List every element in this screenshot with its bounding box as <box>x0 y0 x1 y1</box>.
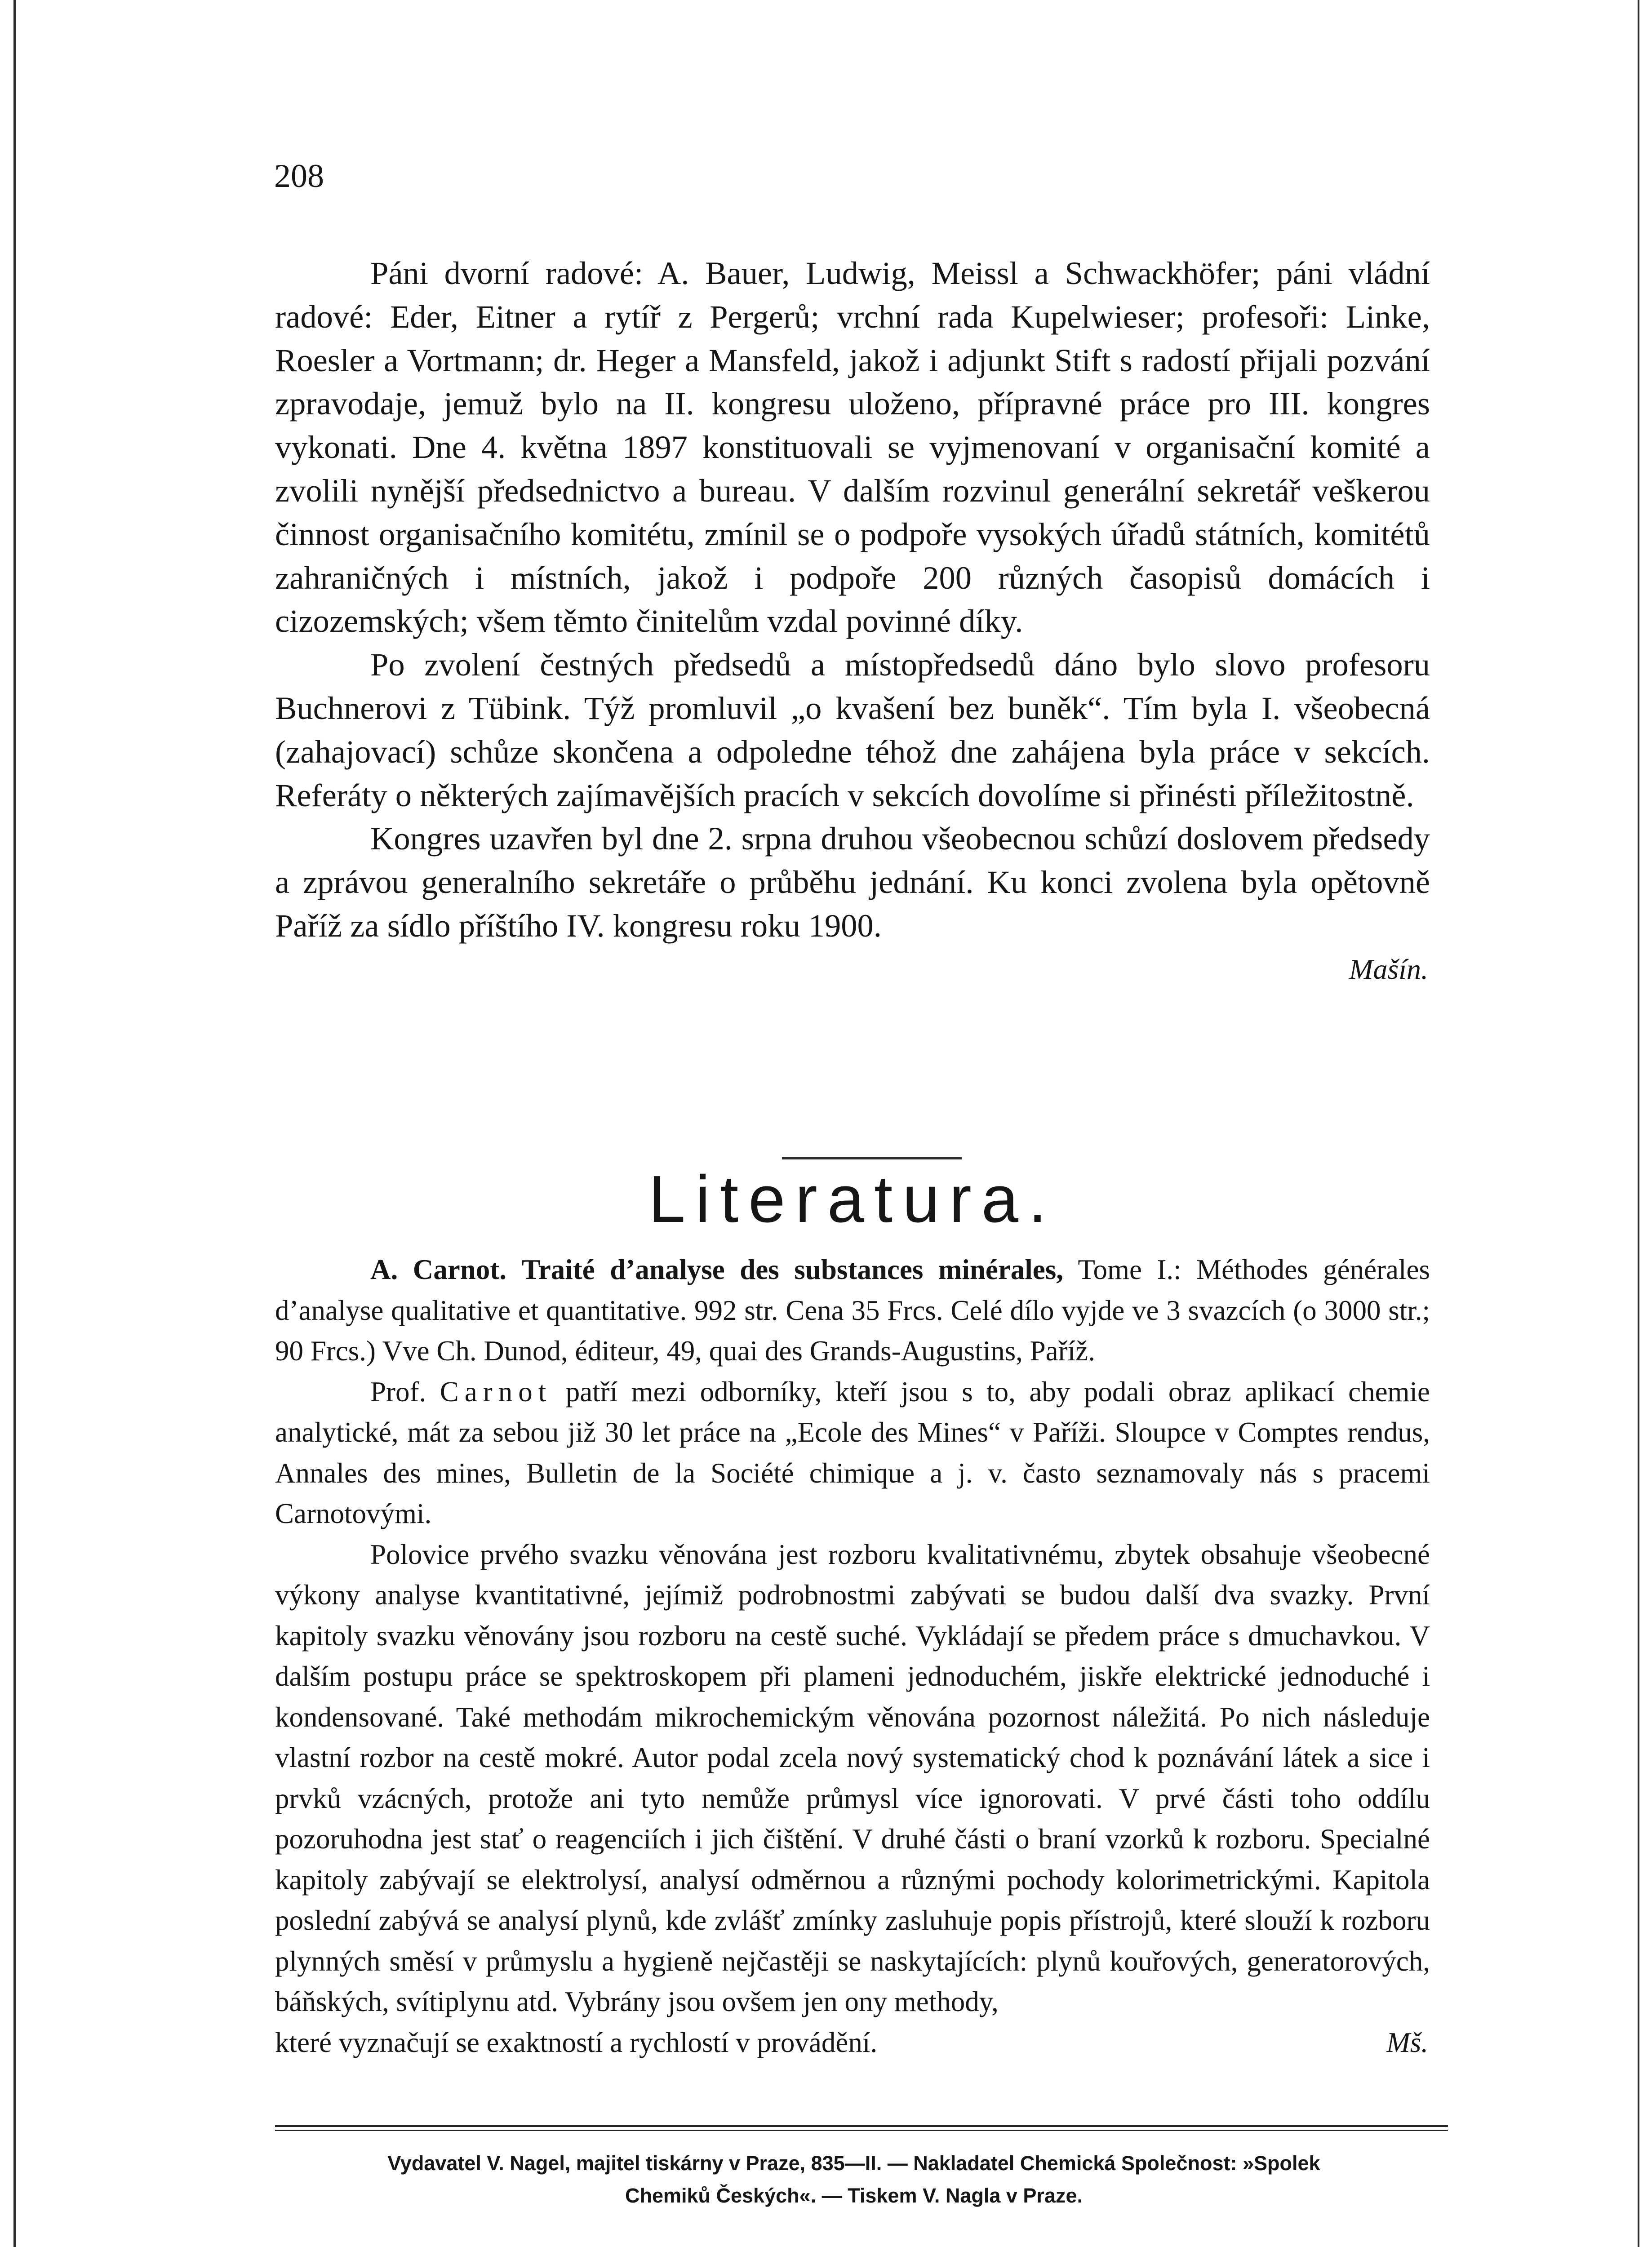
review-closing-line <box>275 2022 1430 2063</box>
page-number: 208 <box>274 158 324 195</box>
section-divider <box>782 1157 962 1159</box>
review-author: A. Carnot. <box>370 1254 506 1285</box>
scan-left-edge <box>13 0 16 2247</box>
review-closing-text: které vyznačují se exaktností a rychlostí v provádění. <box>275 2026 878 2058</box>
review-paragraph-text: patří mezi odborníky, kteří jsou s to, aby podali obraz aplikací chemie analytické, mát za sebou již 30 let práce na „Ecole des Mines“ v Paříži. Sloupce v Comptes rendus, Annales des mines, Bulletin de la Société chimique a j. v. často seznamovaly nás s pracemi Carnotovými. <box>275 1376 1430 1529</box>
review-author-name: Carnot <box>440 1376 552 1408</box>
footer-rule <box>275 2125 1448 2131</box>
review-bibliographic-details: Tome I.: Méthodes générales d’analyse qualitative et quantitative. 992 str. Cena 35 Frcs. Celé dílo vyjde ve 3 svazcích (o 3000 str.; 90 Frcs.) Vve Ch. Dunod, éditeur, 49, quai des Grands-Augustins, Paříž. <box>275 1254 1430 1367</box>
review-bibliography <box>275 1249 1430 1372</box>
report-paragraph: Páni dvorní radové: A. Bauer, Ludwig, Meissl a Schwackhöfer; páni vládní radové: Eder, Eitner a rytíř z Pergerů; vrchní rada Kupelwieser; profesoři: Linke, Roesler a Vortmann; dr. Heger a Mansfeld, jakož i adjunkt Stift s radostí přijali pozvání zpravodaje, jemuž bylo na II. kongresu uloženo, přípravné práce pro III. kongres vykonati. Dne 4. května 1897 konstituovali se vyjmenovaní v organisační komité a zvolili nynější předsednictvo a bureau. V dalším rozvinul generální sekretář veškerou činnost organisačního komitétu, zmínil se o podpoře vysokých úřadů státních, komitétů zahraničných i místních, jakož i podpoře 200 různých časopisů domácích i cizozemských; všem těmto činitelům vzdal povinné díky. <box>275 255 1430 639</box>
review-paragraph <box>275 1372 1430 1534</box>
imprint-line: Chemiků Českých«. — Tiskem V. Nagla v Praze. <box>625 2184 1083 2207</box>
review-paragraph: Polovice prvého svazku věnována jest rozboru kvalitativnému, zbytek obsahuje všeobecné výkony analyse kvantitativné, jejímiž podrobnostmi zabývati se budou další dva svazky. První kapitoly svazku věnovány jsou rozboru na cestě suché. Vykládají se předem práce s dmuchavkou. V dalším postupu práce se spektroskopem při plameni jednoduchém, jiskře elektrické jednoduché i kondensované. Také methodám mikrochemickým věnována pozornost náležitá. Po nich následuje vlastní rozbor na cestě mokré. Autor podal zcela nový systematický chod k poznávání látek a sice i prvků vzácných, protože ani tyto nemůže průmysl více ignorovati. V prvé části toho oddílu pozoruhodna jest stať o reagenciích i jich čištění. V druhé části o braní vzorků k rozboru. Specialné kapitoly zabývají se elektrolysí, analysí odměrnou a různými pochody kolorimetrickými. Kapitola poslední zabývá se analysí plynů, kde zvlášť zmínky zasluhuje popis přístrojů, které slouží k rozboru plynných směsí v průmyslu a hygieně nejčastěji se naskytajících: plynů kouřových, generatorových, báňských, svítiplynu atd. Vybrány jsou ovšem jen ony methody, <box>275 1538 1430 2017</box>
section-title-text: Literatura. <box>648 1162 1057 1236</box>
report-paragraph: Po zvolení čestných předsedů a místopředsedů dáno bylo slovo profesoru Buchnerovi z Tübink. Týž promluvil „o kvašení bez buněk“. Tím byla I. všeobecná (zahajovací) schůze skončena a odpoledne téhož dne zahájena byla práce v sekcích. Referáty o některých zajímavějších pracích v sekcích dovolíme si přinésti příležitostně. <box>275 646 1430 813</box>
scan-right-edge <box>1638 0 1639 2247</box>
review-book-title: Traité d’analyse des substances minérales, <box>521 1254 1064 1285</box>
book-review <box>275 1249 1430 2063</box>
congress-report <box>275 252 1430 991</box>
review-prof: Prof. <box>370 1376 426 1408</box>
section-title <box>275 1162 1430 1236</box>
report-signature: Mašín. <box>1349 953 1428 985</box>
report-paragraph: Kongres uzavřen byl dne 2. srpna druhou všeobecnou schůzí doslovem předsedy a zprávou generalního sekretáře o průběhu jednání. Ku konci zvolena byla opětovně Paříž za sídlo příštího IV. kongresu roku 1900. <box>275 820 1430 944</box>
imprint-line: Vydavatel V. Nagel, majitel tiskárny v Praze, 835—II. — Nakladatel Chemická Společnost: »Spolek <box>387 2152 1320 2175</box>
review-signature: Mš. <box>1386 2026 1428 2058</box>
imprint-footer <box>252 2147 1456 2212</box>
